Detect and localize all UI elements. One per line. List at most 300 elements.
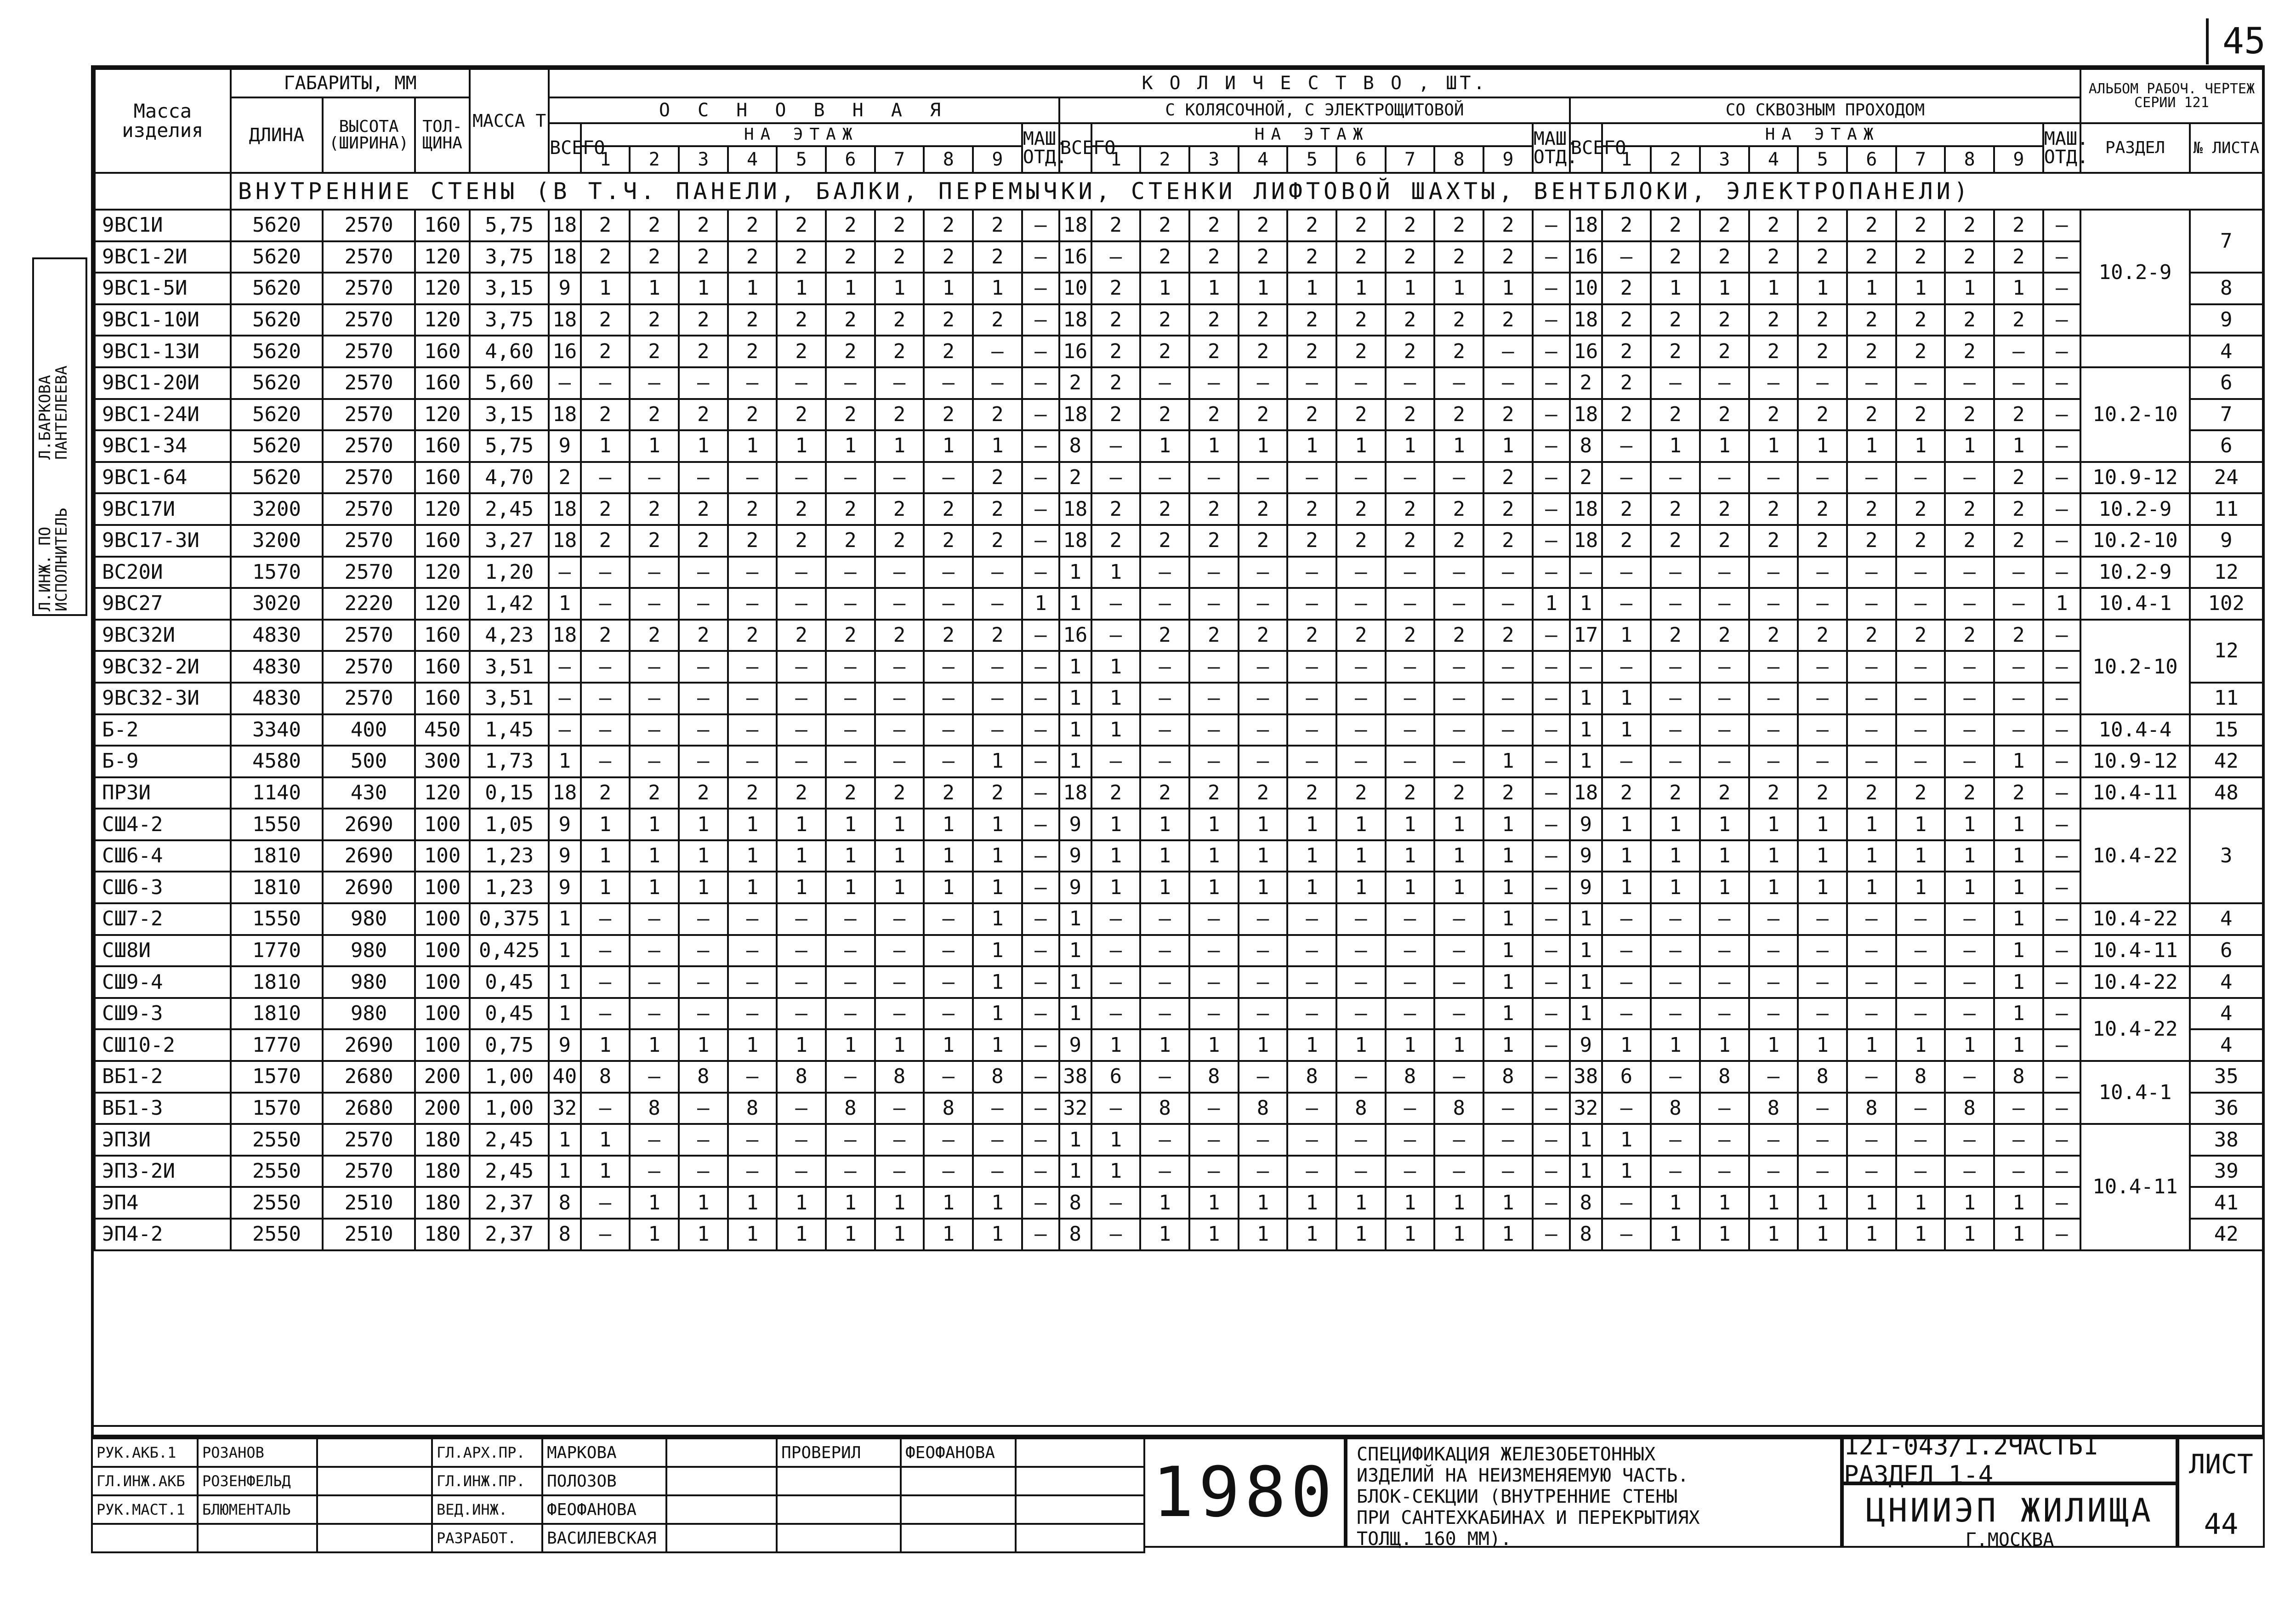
qty-cell: 2 — [1651, 210, 1700, 241]
qty-cell: 9 — [1570, 840, 1602, 872]
qty-cell: 1 — [973, 430, 1022, 462]
qty-cell: 1 — [1570, 1156, 1602, 1187]
qty-cell: 1 — [1287, 840, 1336, 872]
qty-cell: — — [1386, 903, 1435, 935]
qty-cell: — — [679, 966, 728, 998]
qty-cell: — — [1749, 557, 1798, 588]
qty-cell: 1 — [875, 1187, 924, 1219]
qty-cell: — — [1847, 557, 1896, 588]
qty-cell: 1 — [1059, 588, 1091, 620]
qty-cell: — — [549, 714, 581, 746]
item-mass: 1,00 — [470, 1061, 549, 1093]
header-gabarity: ГАБАРИТЫ, ММ — [231, 69, 470, 97]
album-lista: 39 — [2190, 1156, 2263, 1187]
qty-cell: 1 — [924, 430, 973, 462]
qty-cell: 1 — [1239, 809, 1288, 840]
album-lista: 8 — [2190, 273, 2263, 304]
qty-cell: 1 — [1483, 872, 1533, 903]
qty-cell: 1 — [875, 872, 924, 903]
qty-cell: 1 — [1336, 872, 1386, 903]
album-lista: 11 — [2190, 493, 2263, 525]
qty-cell: — — [1651, 1124, 1700, 1156]
qty-cell: 2 — [1287, 493, 1336, 525]
qty-cell: — — [777, 746, 826, 777]
qty-cell: 1 — [1945, 809, 1994, 840]
qty-cell: 2 — [630, 210, 679, 241]
qty-cell: 1 — [1651, 1029, 1700, 1061]
qty-cell: — — [1336, 966, 1386, 998]
item-thickness: 120 — [415, 241, 470, 273]
qty-cell: — — [1239, 1061, 1288, 1093]
album-razdel: 10.4-22 — [2080, 809, 2190, 903]
qty-cell: 1 — [679, 1219, 728, 1250]
qty-cell: — — [1651, 1061, 1700, 1093]
qty-cell: 2 — [1847, 336, 1896, 367]
qty-cell: 1 — [875, 1029, 924, 1061]
header-floor: 7 — [1896, 146, 1945, 173]
qty-cell: 2 — [1287, 620, 1336, 651]
qty-cell: — — [1533, 966, 1570, 998]
qty-cell: — — [1022, 872, 1059, 903]
qty-cell: — — [2043, 399, 2080, 431]
qty-cell: 1 — [549, 588, 581, 620]
qty-cell: 2 — [1140, 493, 1189, 525]
qty-cell: 9 — [549, 273, 581, 304]
album-razdel: 10.4-22 — [2080, 998, 2190, 1061]
qty-cell: 1 — [1189, 1219, 1239, 1250]
item-thickness: 160 — [415, 462, 470, 494]
qty-cell: 2 — [1336, 336, 1386, 367]
qty-cell: — — [1239, 1124, 1288, 1156]
qty-cell: — — [679, 935, 728, 967]
qty-cell: 1 — [826, 840, 875, 872]
item-name: СШ6-4 — [95, 840, 231, 872]
header-group-osnovnaya: О С Н О В Н А Я — [549, 97, 1059, 123]
qty-cell: 1 — [777, 1029, 826, 1061]
qty-cell: 1 — [924, 840, 973, 872]
table-row — [95, 462, 2263, 494]
item-height: 2690 — [323, 872, 415, 903]
qty-cell: — — [1022, 241, 1059, 273]
qty-cell: 8 — [1239, 1093, 1288, 1124]
qty-cell: — — [549, 683, 581, 714]
album-lista: 7 — [2190, 210, 2263, 273]
qty-cell: 1 — [1651, 430, 1700, 462]
qty-cell: 1 — [1091, 683, 1141, 714]
header-floor: 4 — [728, 146, 777, 173]
qty-cell: 2 — [924, 210, 973, 241]
item-thickness: 160 — [415, 525, 470, 557]
qty-cell: 1 — [1239, 840, 1288, 872]
qty-cell: 2 — [1602, 336, 1651, 367]
qty-cell: 2 — [1749, 336, 1798, 367]
album-razdel: 10.4-11 — [2080, 777, 2190, 809]
qty-cell: — — [1022, 210, 1059, 241]
table-row — [95, 1156, 2263, 1187]
qty-cell: — — [1434, 966, 1483, 998]
qty-cell: — — [924, 746, 973, 777]
qty-cell: — — [1798, 683, 1847, 714]
header-floor: 6 — [1336, 146, 1386, 173]
qty-cell: — — [1533, 1156, 1570, 1187]
qty-cell: 1 — [581, 1124, 630, 1156]
qty-cell: 8 — [630, 1093, 679, 1124]
qty-cell: — — [875, 714, 924, 746]
item-thickness: 300 — [415, 746, 470, 777]
qty-cell: 2 — [826, 620, 875, 651]
header-floor: 2 — [1651, 146, 1700, 173]
qty-cell: 1 — [1189, 809, 1239, 840]
qty-cell: 2 — [1798, 336, 1847, 367]
qty-cell: 2 — [1994, 462, 2043, 494]
qty-cell: — — [875, 1093, 924, 1124]
qty-cell: 2 — [924, 304, 973, 336]
qty-cell: — — [728, 588, 777, 620]
item-height: 980 — [323, 903, 415, 935]
signature-cell — [317, 1524, 432, 1552]
item-mass: 2,45 — [470, 493, 549, 525]
table-row — [95, 746, 2263, 777]
qty-cell: — — [1847, 935, 1896, 967]
qty-cell: — — [1336, 903, 1386, 935]
qty-cell: 2 — [1386, 525, 1435, 557]
table-row — [95, 651, 2263, 683]
item-mass: 3,75 — [470, 241, 549, 273]
qty-cell: 1 — [826, 1187, 875, 1219]
qty-cell: — — [728, 966, 777, 998]
qty-cell: — — [1239, 588, 1288, 620]
qty-cell: — — [1287, 557, 1336, 588]
qty-cell: 1 — [1386, 430, 1435, 462]
qty-cell: 1 — [777, 872, 826, 903]
qty-cell: 2 — [728, 210, 777, 241]
item-name: СШ7-2 — [95, 903, 231, 935]
qty-cell: 2 — [1896, 620, 1945, 651]
qty-cell: — — [1602, 935, 1651, 967]
qty-cell: — — [1386, 557, 1435, 588]
qty-cell: 1 — [973, 872, 1022, 903]
qty-cell: — — [728, 462, 777, 494]
qty-cell: — — [1533, 273, 1570, 304]
qty-cell: — — [875, 1124, 924, 1156]
qty-cell: — — [1700, 588, 1749, 620]
qty-cell: — — [777, 714, 826, 746]
qty-cell: — — [1022, 493, 1059, 525]
qty-cell: 2 — [630, 777, 679, 809]
qty-cell: 2 — [1140, 399, 1189, 431]
item-height: 430 — [323, 777, 415, 809]
header-floor: 3 — [679, 146, 728, 173]
qty-cell: — — [1386, 367, 1435, 399]
qty-cell: — — [924, 998, 973, 1030]
qty-cell: 2 — [1896, 336, 1945, 367]
qty-cell: — — [826, 683, 875, 714]
qty-cell: 2 — [679, 525, 728, 557]
qty-cell: 2 — [973, 620, 1022, 651]
qty-cell: 1 — [1945, 872, 1994, 903]
qty-cell: — — [1602, 746, 1651, 777]
qty-cell: — — [581, 1093, 630, 1124]
qty-cell: — — [1091, 903, 1141, 935]
qty-cell: — — [1386, 588, 1435, 620]
qty-cell: 1 — [875, 840, 924, 872]
qty-cell: — — [1189, 714, 1239, 746]
qty-cell: 1 — [1434, 1187, 1483, 1219]
qty-cell: — — [1533, 557, 1570, 588]
qty-cell: 1 — [1140, 1219, 1189, 1250]
qty-cell: — — [1022, 273, 1059, 304]
qty-cell: 2 — [1287, 777, 1336, 809]
qty-cell: — — [1386, 462, 1435, 494]
qty-cell: 1 — [1483, 1219, 1533, 1250]
qty-cell: — — [1239, 746, 1288, 777]
qty-cell: 1 — [1239, 1029, 1288, 1061]
qty-cell: 2 — [630, 620, 679, 651]
qty-cell: — — [1798, 651, 1847, 683]
qty-cell: 2 — [1091, 336, 1141, 367]
signature-cell — [666, 1438, 777, 1467]
qty-cell: 16 — [1059, 620, 1091, 651]
qty-cell: — — [1140, 367, 1189, 399]
item-height: 2570 — [323, 525, 415, 557]
qty-cell: 2 — [1434, 777, 1483, 809]
qty-cell: 18 — [549, 241, 581, 273]
qty-cell: — — [777, 966, 826, 998]
header-floor: 6 — [826, 146, 875, 173]
qty-cell: 1 — [581, 872, 630, 903]
table-row — [95, 304, 2263, 336]
header-floor: 6 — [1847, 146, 1896, 173]
qty-cell: 1 — [1059, 998, 1091, 1030]
qty-cell: 2 — [1700, 336, 1749, 367]
qty-cell: 1 — [1945, 1029, 1994, 1061]
qty-cell: — — [1602, 462, 1651, 494]
qty-cell: 1 — [1483, 746, 1533, 777]
qty-cell: — — [1091, 998, 1141, 1030]
qty-cell: — — [1994, 336, 2043, 367]
qty-cell: — — [1189, 998, 1239, 1030]
section-title: ВНУТРЕННИЕ СТЕНЫ (В Т.Ч. ПАНЕЛИ, БАЛКИ, ПЕРЕМЫЧКИ, СТЕНКИ ЛИФТОВОЙ ШАХТЫ, ВЕНТБЛОКИ, ЭЛЕКТРОПАНЕЛИ) — [231, 173, 2263, 210]
qty-cell: 1 — [728, 809, 777, 840]
qty-cell: — — [2043, 525, 2080, 557]
qty-cell: 1 — [1896, 840, 1945, 872]
item-thickness: 120 — [415, 273, 470, 304]
qty-cell: 1 — [1651, 840, 1700, 872]
qty-cell: 2 — [679, 241, 728, 273]
qty-cell: 2 — [1386, 493, 1435, 525]
qty-cell: — — [1022, 966, 1059, 998]
item-thickness: 160 — [415, 430, 470, 462]
qty-cell: — — [1798, 557, 1847, 588]
qty-cell: 2 — [1896, 304, 1945, 336]
qty-cell: 10 — [1059, 273, 1091, 304]
qty-cell: — — [1533, 210, 1570, 241]
qty-cell: — — [1434, 651, 1483, 683]
qty-cell: 2 — [1091, 210, 1141, 241]
qty-cell: — — [2043, 746, 2080, 777]
table-row — [95, 777, 2263, 809]
qty-cell: 2 — [1189, 620, 1239, 651]
header-mash-otd: МАШ. ОТД. — [1533, 123, 1570, 173]
qty-cell: 1 — [1091, 1124, 1141, 1156]
qty-cell: 2 — [581, 777, 630, 809]
qty-cell: 2 — [1994, 304, 2043, 336]
qty-cell: 1 — [1700, 1029, 1749, 1061]
album-lista: 6 — [2190, 367, 2263, 399]
qty-cell: — — [630, 367, 679, 399]
item-name: СШ9-3 — [95, 998, 231, 1030]
qty-cell: 1 — [1700, 1219, 1749, 1250]
qty-cell: — — [630, 903, 679, 935]
qty-cell: 1 — [924, 1187, 973, 1219]
tb-empty-cell — [777, 1495, 901, 1524]
qty-cell: 2 — [1336, 620, 1386, 651]
table-row — [95, 840, 2263, 872]
qty-cell: 1 — [1189, 1187, 1239, 1219]
qty-cell: — — [1022, 1093, 1059, 1124]
qty-cell: — — [1651, 903, 1700, 935]
qty-cell: — — [1533, 809, 1570, 840]
qty-cell: 2 — [1287, 241, 1336, 273]
qty-cell: 9 — [1570, 872, 1602, 903]
table-row — [95, 714, 2263, 746]
qty-cell: 2 — [1749, 241, 1798, 273]
qty-cell: — — [1533, 1124, 1570, 1156]
qty-cell: 18 — [549, 777, 581, 809]
qty-cell: 1 — [973, 1187, 1022, 1219]
qty-cell: 2 — [1483, 620, 1533, 651]
qty-cell: — — [1602, 241, 1651, 273]
qty-cell: — — [1602, 557, 1651, 588]
qty-cell: 2 — [1847, 399, 1896, 431]
qty-cell: — — [777, 1124, 826, 1156]
item-name: ЭП4-2 — [95, 1219, 231, 1250]
qty-cell: — — [1798, 903, 1847, 935]
qty-cell: 2 — [1945, 777, 1994, 809]
qty-cell: — — [1140, 1061, 1189, 1093]
qty-cell: 1 — [581, 809, 630, 840]
qty-cell: 1 — [1483, 1187, 1533, 1219]
item-mass: 3,51 — [470, 683, 549, 714]
qty-cell: 2 — [1483, 241, 1533, 273]
table-row — [95, 336, 2263, 367]
qty-cell: 2 — [924, 525, 973, 557]
qty-cell: 2 — [1847, 525, 1896, 557]
album-razdel: 10.9-12 — [2080, 746, 2190, 777]
qty-cell: — — [777, 588, 826, 620]
qty-cell: 1 — [1091, 557, 1141, 588]
qty-cell: 1 — [1091, 714, 1141, 746]
qty-cell: — — [875, 651, 924, 683]
qty-cell: — — [1140, 557, 1189, 588]
album-lista: 7 — [2190, 399, 2263, 431]
qty-cell: 1 — [1386, 840, 1435, 872]
qty-cell: 8 — [777, 1061, 826, 1093]
qty-cell: — — [581, 903, 630, 935]
qty-cell: — — [1798, 714, 1847, 746]
album-razdel: 10.4-22 — [2080, 903, 2190, 935]
qty-cell: — — [1022, 777, 1059, 809]
qty-cell: — — [1847, 966, 1896, 998]
qty-cell: — — [1287, 367, 1336, 399]
qty-cell: 2 — [826, 525, 875, 557]
item-length: 1570 — [231, 1061, 323, 1093]
qty-cell: 2 — [630, 336, 679, 367]
qty-cell: 2 — [1189, 525, 1239, 557]
qty-cell: — — [1945, 462, 1994, 494]
qty-cell: 8 — [549, 1219, 581, 1250]
qty-cell: — — [1140, 966, 1189, 998]
qty-cell: 1 — [1570, 588, 1602, 620]
album-razdel: 10.9-12 — [2080, 462, 2190, 494]
qty-cell: — — [728, 651, 777, 683]
qty-cell: 1 — [1189, 430, 1239, 462]
header-razdel: РАЗДЕЛ — [2080, 123, 2190, 173]
tb-empty-cell — [901, 1524, 1016, 1552]
qty-cell: 9 — [549, 809, 581, 840]
item-length: 4830 — [231, 651, 323, 683]
item-mass: 3,15 — [470, 399, 549, 431]
qty-cell: — — [1022, 935, 1059, 967]
qty-cell: 1 — [1896, 1219, 1945, 1250]
qty-cell: — — [1847, 588, 1896, 620]
qty-cell: 2 — [1847, 241, 1896, 273]
header-mass-izd: Масса изделия — [95, 69, 231, 173]
qty-cell: — — [630, 588, 679, 620]
item-length: 5620 — [231, 430, 323, 462]
qty-cell: 2 — [777, 525, 826, 557]
qty-cell: — — [1847, 1061, 1896, 1093]
qty-cell: 1 — [1945, 1187, 1994, 1219]
qty-cell: 1 — [581, 430, 630, 462]
qty-cell: — — [581, 1187, 630, 1219]
item-length: 2550 — [231, 1187, 323, 1219]
qty-cell: — — [1700, 746, 1749, 777]
item-height: 2570 — [323, 241, 415, 273]
qty-cell: — — [924, 1124, 973, 1156]
item-length: 4580 — [231, 746, 323, 777]
qty-cell: 2 — [630, 399, 679, 431]
qty-cell: 2 — [826, 399, 875, 431]
qty-cell: 2 — [1091, 367, 1141, 399]
qty-cell: 2 — [1189, 304, 1239, 336]
item-thickness: 120 — [415, 588, 470, 620]
qty-cell: — — [581, 935, 630, 967]
qty-cell: — — [973, 651, 1022, 683]
signature-cell — [1016, 1467, 1144, 1495]
qty-cell: — — [1239, 935, 1288, 967]
qty-cell: — — [1287, 1156, 1336, 1187]
qty-cell: 2 — [1651, 620, 1700, 651]
qty-cell: 18 — [549, 399, 581, 431]
qty-cell: — — [924, 714, 973, 746]
qty-cell: 2 — [728, 493, 777, 525]
qty-cell: 2 — [728, 620, 777, 651]
qty-cell: 8 — [1140, 1093, 1189, 1124]
qty-cell: — — [1749, 966, 1798, 998]
qty-cell: 1 — [1059, 714, 1091, 746]
qty-cell: — — [581, 462, 630, 494]
qty-cell: 16 — [549, 336, 581, 367]
qty-cell: 1 — [1798, 840, 1847, 872]
qty-cell: 2 — [1651, 525, 1700, 557]
header-floor: 4 — [1239, 146, 1288, 173]
item-name: ВС20И — [95, 557, 231, 588]
qty-cell: 1 — [1570, 903, 1602, 935]
qty-cell: 2 — [1189, 210, 1239, 241]
qty-cell: — — [1533, 683, 1570, 714]
header-floor: 8 — [1945, 146, 1994, 173]
